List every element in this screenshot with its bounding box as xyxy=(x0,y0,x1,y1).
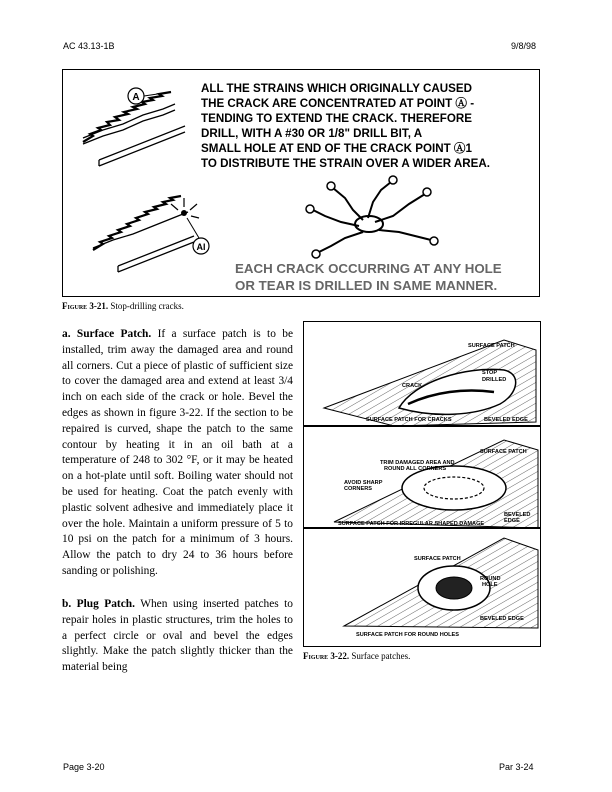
panel2-beveled-label-1: BEVELED xyxy=(504,512,531,518)
figure-3-21-caption xyxy=(62,301,184,311)
section-a-heading: a. Surface Patch. xyxy=(62,328,152,340)
instruction-line: TO DISTRIBUTE THE STRAIN OVER A WIDER AREA. xyxy=(201,157,490,170)
panel3-round-label: ROUND xyxy=(480,576,501,582)
callout-a1: AI xyxy=(196,242,206,252)
caption-label: Figure 3-21. xyxy=(62,301,109,311)
panel3-hole-label: HOLE xyxy=(482,582,498,588)
instruction-line: DRILL, WITH A #30 OR 1/8" DRILL BIT, A xyxy=(201,127,423,140)
instruction-line: TENDING TO EXTEND THE CRACK. THEREFORE xyxy=(201,112,472,125)
panel2-title: SURFACE PATCH FOR IRREGULAR SHAPED DAMAGE xyxy=(338,521,485,527)
page-number: Page 3-20 xyxy=(63,762,105,772)
panel1-drilled-label: DRILLED xyxy=(482,377,507,383)
instruction-line: SMALL HOLE AT END OF THE CRACK POINT Ⓐ1 xyxy=(201,142,472,155)
section-b-heading: b. Plug Patch. xyxy=(62,598,135,610)
panel2-avoid-label-2: CORNERS xyxy=(344,486,372,492)
panel1-surface-patch-label: SURFACE PATCH xyxy=(468,343,515,349)
caption-text: Stop-drilling cracks. xyxy=(108,301,184,311)
panel2-avoid-label-1: AVOID SHARP xyxy=(344,480,383,486)
panel2-trim-label-1: TRIM DAMAGED AREA AND xyxy=(380,460,455,466)
surface-patch-illustration xyxy=(304,322,540,646)
panel1-crack-label: CRACK xyxy=(402,383,423,389)
panel3-title: SURFACE PATCH FOR ROUND HOLES xyxy=(356,632,459,638)
panel1-title: SURFACE PATCH FOR CRACKS xyxy=(366,417,452,423)
panel3-beveled-label: BEVELED EDGE xyxy=(480,616,524,622)
section-a xyxy=(62,327,293,580)
panel1-beveled-label: BEVELED EDGE xyxy=(484,417,528,423)
note-line: OR TEAR IS DRILLED IN SAME MANNER. xyxy=(235,278,498,293)
section-b-text: When using inserted patches to repair holes in plastic structures, trim the holes to a perfect circle or oval and bevel the edges slightly. Make the patch slightly thicker than the material being xyxy=(62,598,293,674)
section-b xyxy=(62,597,293,676)
panel2-surface-patch-label: SURFACE PATCH xyxy=(480,449,527,455)
figure-3-21 xyxy=(62,69,540,297)
panel-cracks xyxy=(304,340,540,426)
callout-a: A xyxy=(132,92,140,103)
panel-round-holes xyxy=(344,538,538,638)
note-line: EACH CRACK OCCURRING AT ANY HOLE xyxy=(235,261,502,276)
stop-drill-instructions xyxy=(201,81,541,171)
panel3-surface-patch-label: SURFACE PATCH xyxy=(414,556,461,562)
section-a-text: If a surface patch is to be installed, trim away the damaged area and round all corners. Cut a piece of plastic of sufficient size to cover the damaged area and extend at least 3/4 inch on each side of the crack or hole. Bevel the edges as shown in figure 3-22. If the section to be repaired is curved, shape the patch to the same contour by heating it in an oil bath at a temperature of 248 to 302 °F, or it may be heated on a hot-plate until soft. Boiling water should not be used for heating. Coat the patch evenly with plastic solvent adhesive and immediately place it over the hole. Maintain a uniform pressure of 5 to 10 psi on the patch for a minimum of 3 hours. Allow the patch to dry 24 to 36 hours before sanding or polishing. xyxy=(62,328,293,577)
instruction-line: THE CRACK ARE CONCENTRATED AT POINT Ⓐ - xyxy=(201,97,475,110)
panel2-beveled-label-2: EDGE xyxy=(504,518,520,524)
doc-id: AC 43.13-1B xyxy=(63,41,115,51)
figure-3-22-caption xyxy=(303,651,410,661)
figure-3-22 xyxy=(303,321,541,647)
caption-label: Figure 3-22. xyxy=(303,651,350,661)
instruction-line: ALL THE STRAINS WHICH ORIGINALLY CAUSED xyxy=(201,82,472,95)
caption-text: Surface patches. xyxy=(349,651,411,661)
panel-irregular xyxy=(304,440,540,528)
doc-date: 9/8/98 xyxy=(511,41,537,51)
stop-drill-note xyxy=(235,260,535,294)
panel1-stop-label: STOP xyxy=(482,370,498,376)
panel2-trim-label-2: ROUND ALL CORNERS xyxy=(384,466,447,472)
paragraph-ref: Par 3-24 xyxy=(499,762,534,772)
